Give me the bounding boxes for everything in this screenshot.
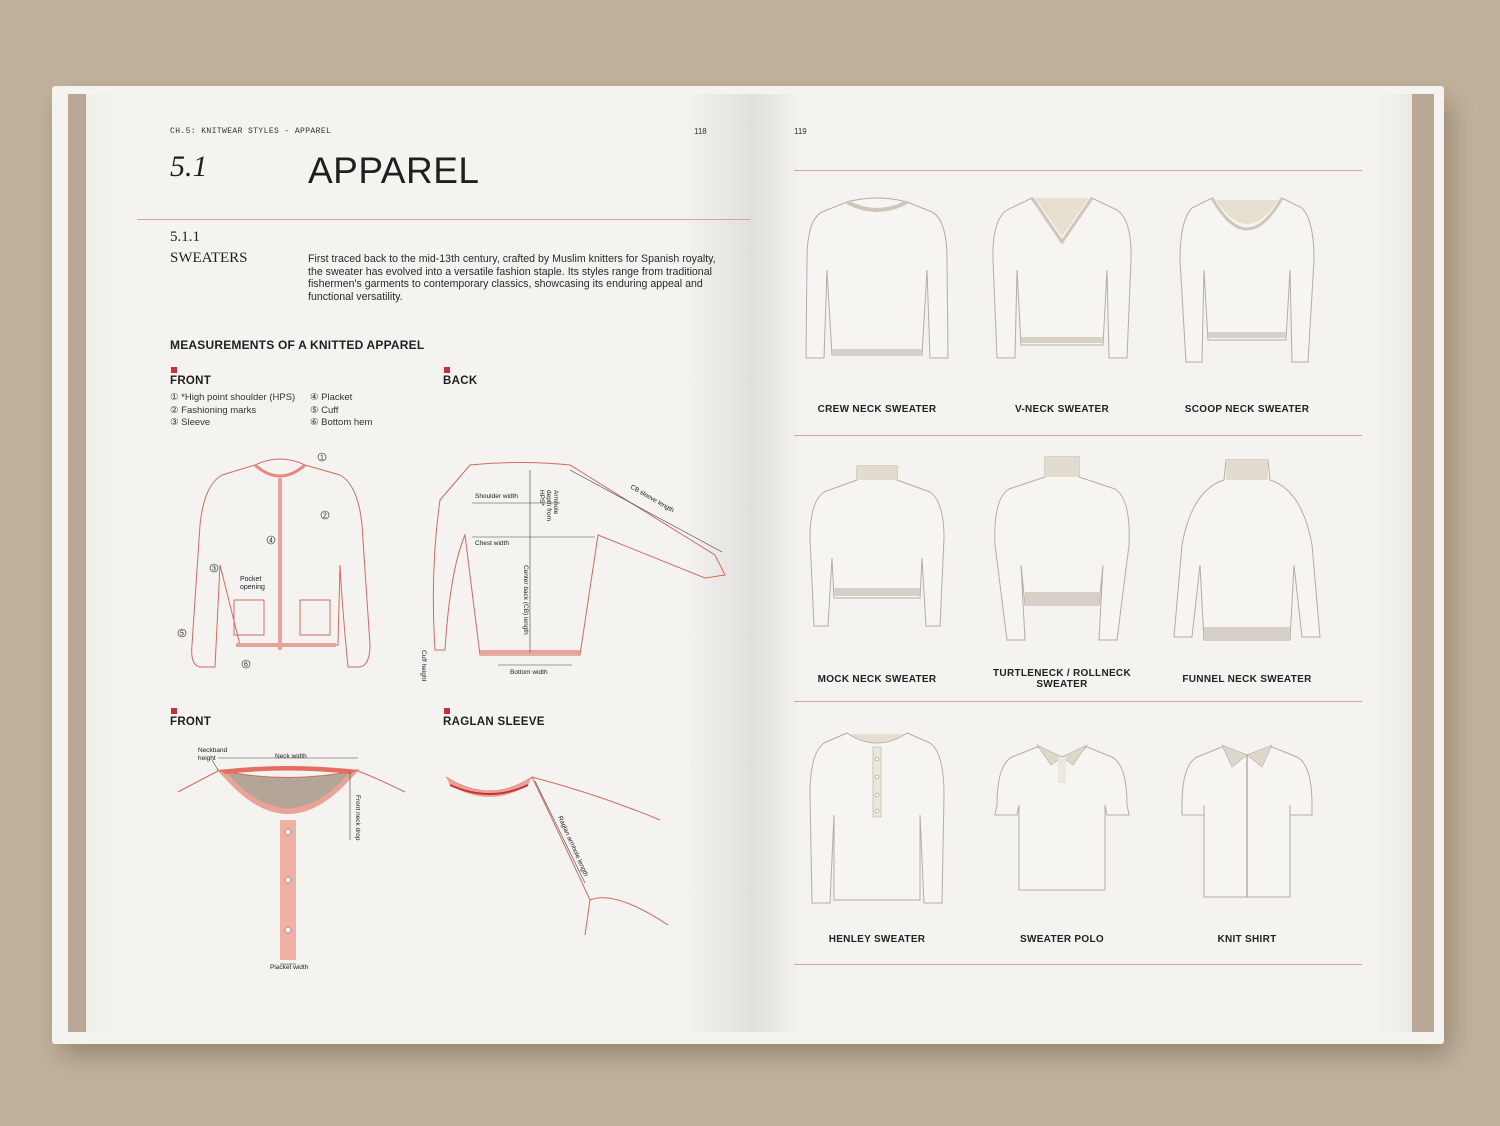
sweater-polo-illustration (987, 735, 1137, 905)
armhole-label: Armhole (552, 490, 559, 515)
raglan-marker (444, 708, 450, 714)
shoulder-width-label: Shoulder width (475, 493, 518, 500)
section-number: 5.1.1 (170, 229, 200, 245)
neckband-label: height (198, 755, 216, 762)
raglan-label: RAGLAN SLEEVE (443, 716, 545, 728)
style-caption: SCOOP NECK SWEATER (1184, 404, 1310, 415)
back-label: BACK (443, 375, 478, 387)
turtleneck-sweater-illustration (987, 455, 1137, 650)
page-number-right: 119 (794, 127, 807, 136)
grid-rule-bottom (794, 964, 1362, 965)
bottom-width-label: Bottom width (510, 669, 548, 676)
style-caption: SWEATER POLO (1020, 934, 1104, 945)
chapter-title: APPAREL (308, 150, 480, 191)
legend-item: ⑥ Bottom hem (310, 417, 373, 428)
style-caption: FUNNEL NECK SWEATER (1182, 674, 1312, 685)
chapter-number: 5.1 (170, 150, 208, 183)
page-number-left: 118 (694, 127, 707, 136)
cb-sleeve-label: CB sleeve length (629, 483, 676, 515)
page-edges-right (1410, 94, 1434, 1032)
section-title: SWEATERS (170, 250, 248, 266)
armhole-label: HPS* (538, 490, 545, 506)
neckline-diagram (170, 740, 410, 975)
legend-item: ① *High point shoulder (HPS) (170, 392, 296, 403)
grid-rule-1 (794, 435, 1362, 436)
callout-6: 6 (244, 661, 248, 669)
style-caption: KNIT SHIRT (1217, 934, 1277, 945)
front2-label: FRONT (170, 716, 212, 728)
callout-3: 3 (212, 565, 216, 573)
legend-item: ② Fashioning marks (170, 404, 257, 416)
raglan-armhole-label: Raglan armhole length (556, 814, 590, 878)
chest-width-label: Chest width (475, 540, 509, 547)
neck-width-label: Neck width (275, 753, 307, 760)
grid-rule-2 (794, 701, 1362, 702)
front-marker (171, 367, 177, 373)
funnel-neck-sweater-illustration (1172, 455, 1322, 645)
chapter-rule (137, 219, 750, 220)
front2-marker (171, 708, 177, 714)
armhole-label: depth from (545, 490, 552, 522)
style-caption: V-NECK SWEATER (1014, 404, 1110, 415)
legend-item: ⑤ Cuff (310, 404, 339, 416)
callout-5: 5 (180, 630, 184, 638)
center-back-label: Center back (CB) length (522, 565, 529, 635)
legend-item: ③ Sleeve (170, 417, 211, 428)
running-head: CH.5: KNITWEAR STYLES - APPAREL (170, 127, 332, 136)
cuff-height-label: Cuff height (420, 650, 427, 682)
style-caption: CREW NECK SWEATER (817, 404, 937, 415)
pocket-label: Pocket (240, 576, 262, 583)
style-caption: HENLEY SWEATER (828, 934, 926, 945)
placket-width-label: Placket width (270, 964, 309, 971)
henley-sweater-illustration (802, 725, 952, 910)
crew-neck-sweater-illustration (802, 190, 952, 370)
front-label: FRONT (170, 375, 212, 387)
mock-neck-sweater-illustration (802, 458, 952, 638)
raglan-diagram (440, 765, 670, 935)
knit-shirt-illustration (1172, 735, 1322, 910)
back-sweater-diagram (420, 460, 735, 685)
legend-item: ④ Placket (310, 392, 353, 403)
v-neck-sweater-illustration (987, 190, 1137, 370)
intro-paragraph: First traced back to the mid-13th century, crafted by Muslim knitters for Spanish royalty, the sweater has evolved into a versatile fashion staple. Its styles range from traditional fishermen's garments to contemporary classics, showcasing its enduring appeal and functional versatility. (308, 253, 716, 304)
callout-2: 2 (323, 512, 327, 520)
callout-4: 4 (269, 537, 273, 545)
front-neck-drop-label: Front neck drop (354, 795, 361, 841)
scoop-neck-sweater-illustration (1172, 190, 1322, 370)
style-caption: MOCK NECK SWEATER (817, 674, 937, 685)
legend-left (170, 392, 295, 430)
front-cardigan-diagram (170, 445, 380, 680)
callout-1: 1 (320, 454, 324, 462)
back-marker (444, 367, 450, 373)
legend-right (310, 392, 372, 430)
measurements-heading: MEASUREMENTS OF A KNITTED APPAREL (170, 338, 425, 352)
pocket-label: opening (240, 584, 265, 591)
neckband-label: Neckband (198, 747, 228, 754)
style-caption: TURTLENECK / ROLLNECK SWEATER (993, 668, 1131, 690)
grid-rule-top (794, 170, 1362, 171)
